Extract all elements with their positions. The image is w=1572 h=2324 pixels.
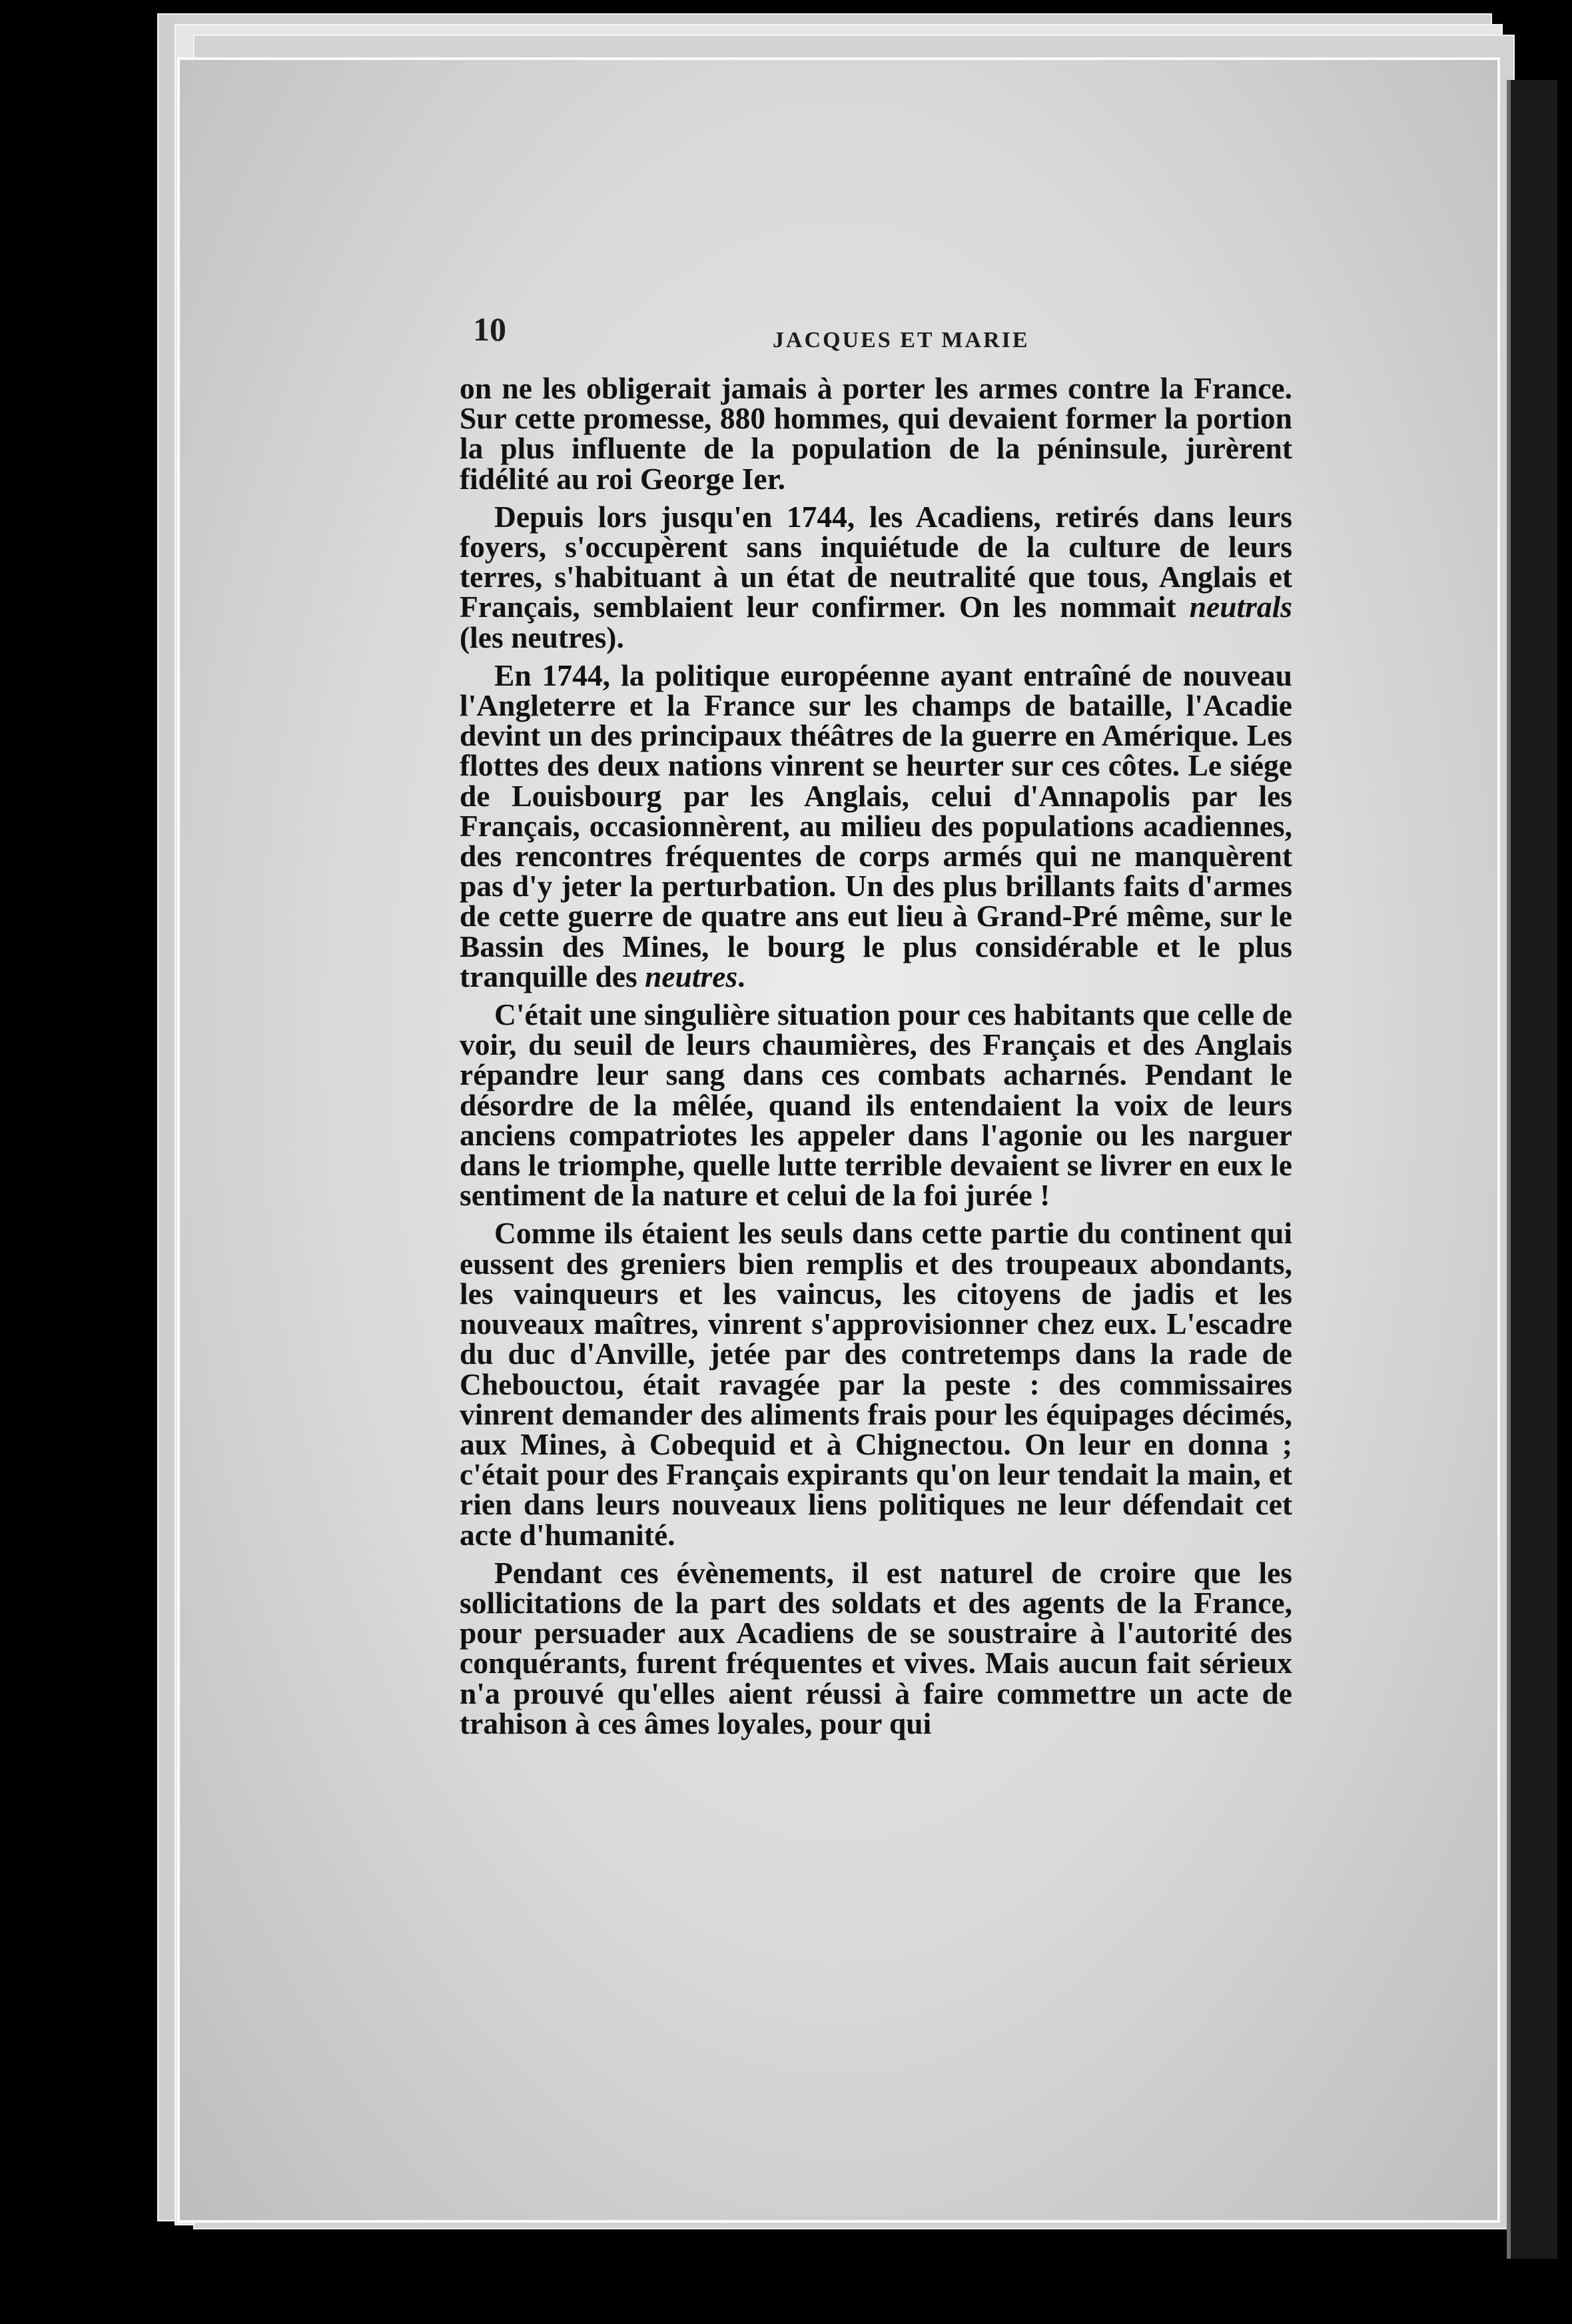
text-run: . [737,959,745,993]
text-run: En 1744, la politique européenne ayant entraîné de nouveau l'Angleterre et la France sur les champs de bataille, l'Acadie devint un des principaux théâtres de la guerre en Amérique. Les flottes des deux nations vinrent se heurter sur ces côtes. Le siége de Louisbourg par les Anglais, celui d'Annapolis par les Français, occasionnèrent, au milieu des populations acadiennes, des rencontres fréquentes de corps armés qui ne manquèrent pas d'y jeter la perturbation. Un des plus brillants faits d'armes de cette guerre de quatre ans eut lieu à Grand-Pré même, sur le Bassin des Mines, le bourg le plus considérable et le plus tranquille des [460,658,1292,993]
text-run: Pendant ces évènements, il est naturel de croire que les sollicitations de la part des soldats et des agents de la France, pour persuader aux Acadiens de se soustraire à l'autorité des conquérants, furent fréquentes et vives. Mais aucun fait sérieux n'a prouvé qu'elles aient réussi à faire commettre un acte de trahison à ces âmes loyales, pour qui [460,1555,1292,1740]
text-run: C'était une singulière situation pour ces habitants que celle de voir, du seuil de leurs chaumières, des Français et des Anglais répandre leur sang dans ces combats acharnés. Pendant le désordre de la mêlée, quand ils entendaient la voix de leurs anciens compatriotes les appeler dans l'agonie ou les narguer dans le triomphe, quelle lutte terrible devaient se livrer en eux le sentiment de la nature et celui de la foi jurée ! [460,997,1292,1213]
text-run: on ne les obligerait jamais à porter les armes contre la France. Sur cette promesse, 880 hommes, qui devaient former la portion la plus influente de la population de la péninsule, jurèrent fidélité au roi George Ier. [460,371,1292,496]
page-number: 10 [473,310,506,348]
paragraph [460,660,1292,991]
paragraph [460,373,1292,494]
text-run: Depuis lors jusqu'en 1744, les Acadiens, retirés dans leurs foyers, s'occupèrent sans inquiétude de la culture de leurs terres, s'habituant à un état de neutralité que tous, Anglais et Français, semblaient leur confirmer. On les nommait [460,499,1292,624]
paragraph [460,1216,1292,1552]
paragraph [460,499,1292,654]
text-run: (les neutres). [460,620,624,654]
body-text [460,373,1292,1746]
text-run: Comme ils étaient les seuls dans cette partie du continent qui eussent des greniers bien remplis et des troupeaux abondants, les vainqueurs et les vaincus, les citoyens de jadis et les nouveaux maîtres, vinrent s'approvisionner chez eux. L'escadre du duc d'Anville, jetée par des contretemps dans la rade de Chebouctou, était ravagée par la peste : des commissaires vinrent demander des aliments frais pour les équipages décimés, aux Mines, à Cobequid et à Chignectou. On leur en donna ; c'était pour des Français expirants qu'on leur tendait la main, et rien dans leurs nouveaux liens politiques ne leur défendait cet acte d'humanité. [460,1216,1292,1552]
italic-text: neutres [645,959,738,993]
book-spine [1507,80,1557,2259]
running-head: JACQUES ET MARIE [773,328,1030,352]
italic-text: neutrals [1189,590,1292,624]
paragraph [460,1555,1292,1740]
paragraph [460,997,1292,1213]
